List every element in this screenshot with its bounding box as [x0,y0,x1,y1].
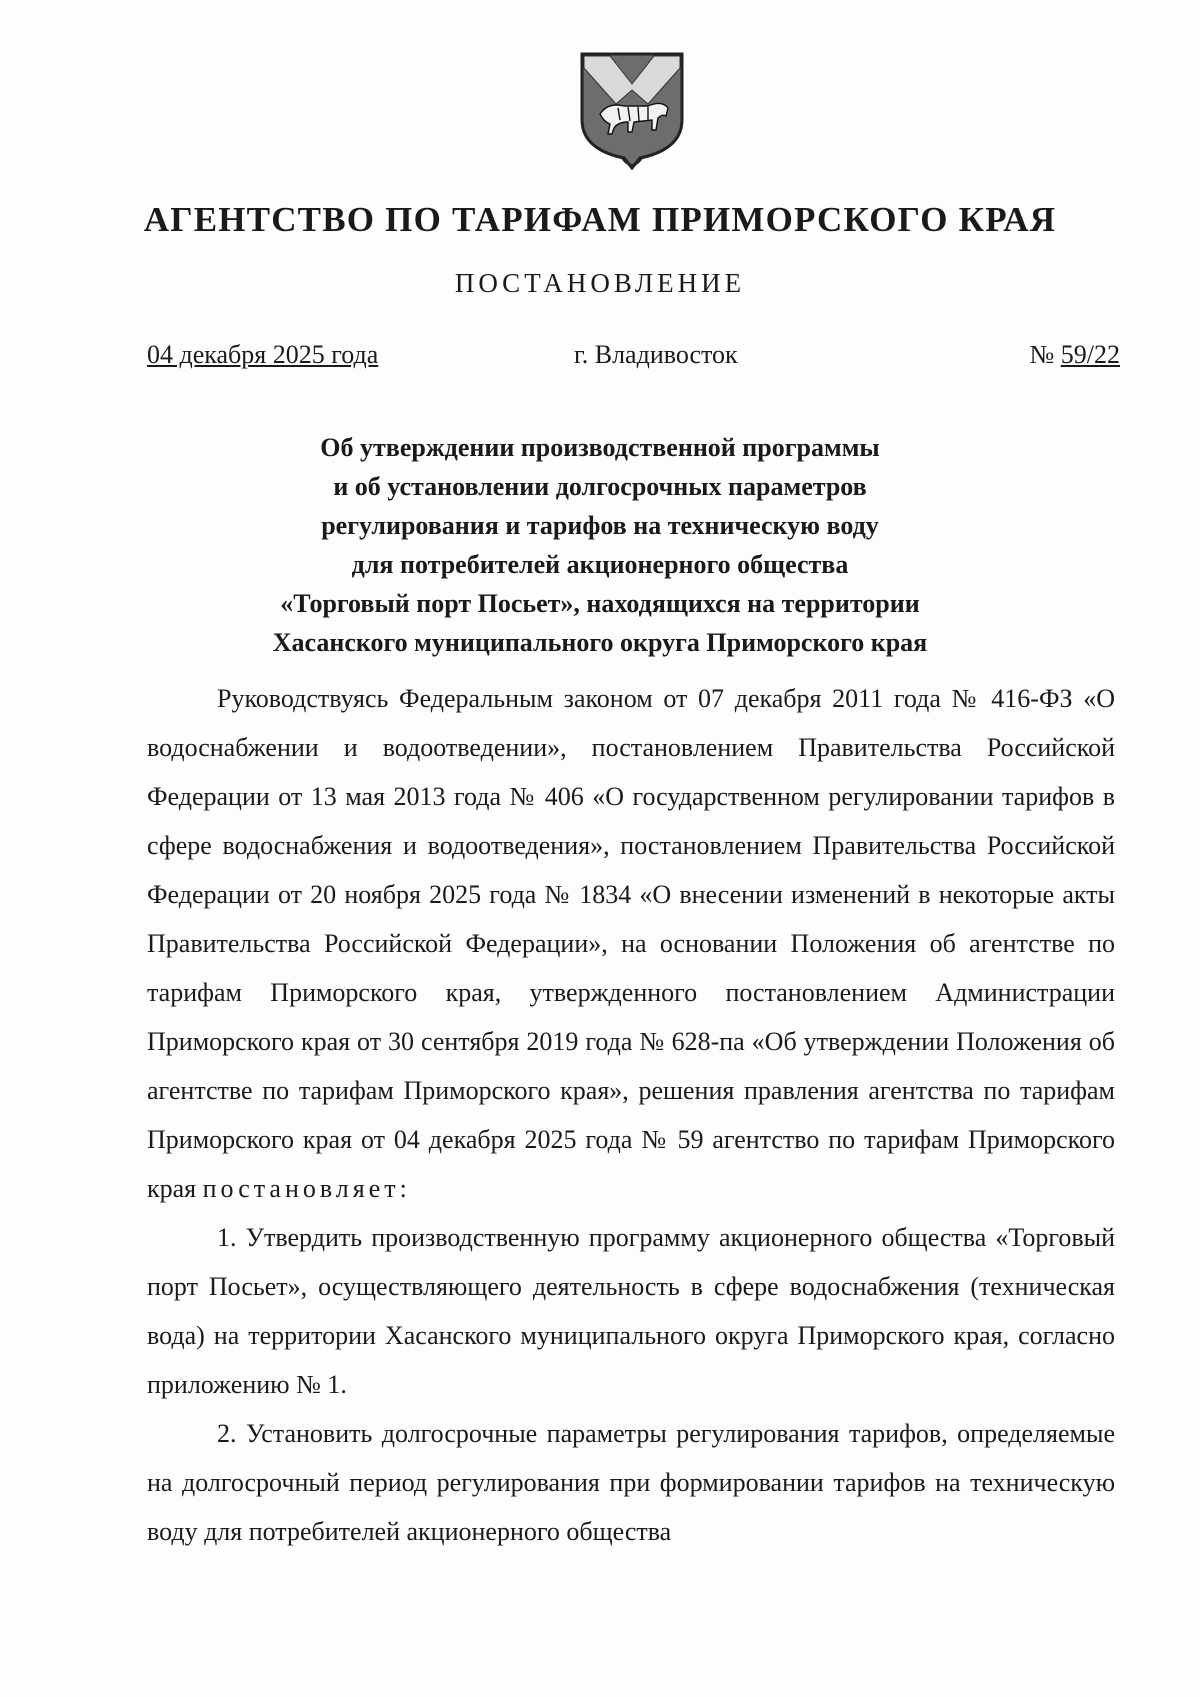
title-line: Хасанского муниципального округа Приморского края [272,628,928,657]
preamble-paragraph [147,674,1115,1213]
document-number [1029,340,1120,370]
document-date: 04 декабря 2025 года [147,340,379,369]
decree-word: постановляет: [202,1174,411,1203]
title-line: «Торговый порт Посьет», находящихся на территории [280,589,920,618]
document-title [0,428,1200,662]
title-line: Об утверждении производственной программы [320,433,880,462]
document-body [147,674,1115,1556]
number-value: 59/22 [1060,340,1120,369]
number-sign: № [1029,340,1055,369]
title-line: регулирования и тарифов на техническую воду [321,511,879,540]
document-city: г. Владивосток [574,340,738,369]
title-line: и об установлении долгосрочных параметров [333,472,867,501]
preamble-text: Руководствуясь Федеральным законом от 07 декабря 2011 года № 416-ФЗ «О водоснабжении и водоотведении», постановлением Правительства Российской Федерации от 13 мая 2013 года № 406 «О государственном регулировании тарифов в сфере водоснабжения и водоотведения», постановлением Правительства Российской Федерации от 20 ноября 2025 года № 1834 «О внесении изменений в некоторые акты Правительства Российской Федерации», на основании Положения об агентстве по тарифам Приморского края, утвержденного постановлением Администрации Приморского края от 30 сентября 2019 года № 628-па «Об утверждении Положения об агентстве по тарифам Приморского края», решения правления агентства по тарифам Приморского края от 04 декабря 2025 года № 59 агентство по тарифам Приморского края [147,684,1115,1203]
document-type: ПОСТАНОВЛЕНИЕ [454,268,746,298]
item-1-paragraph: 1. Утвердить производственную программу акционерного общества «Торговый порт Посьет», осуществляющего деятельность в сфере водоснабжения (техническая вода) на территории Хасанского муниципального округа Приморского края, согласно приложению № 1. [147,1223,1115,1399]
item-2-paragraph: 2. Установить долгосрочные параметры регулирования тарифов, определяемые на долгосрочный период регулирования при формировании тарифов на техническую воду для потребителей акционерного общества [147,1419,1115,1546]
agency-name: АГЕНТСТВО ПО ТАРИФАМ ПРИМОРСКОГО КРАЯ [143,200,1057,239]
title-line: для потребителей акционерного общества [351,550,849,579]
coat-of-arms-icon [578,50,686,172]
